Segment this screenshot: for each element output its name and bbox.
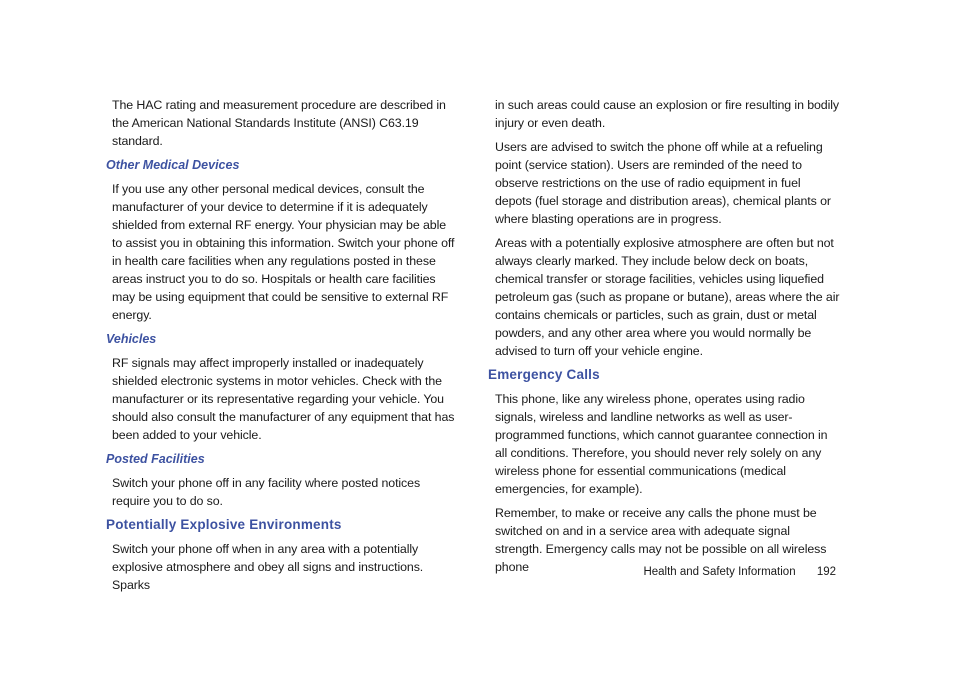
emergency-calls-paragraph: This phone, like any wireless phone, operates using radio signals, wireless and landline networks as well as user-programmed functions, which cannot guarantee connection in all conditions. Therefore, you should never rely solely on any wireless phone for essential communications (medical emergencies, for example). [495, 392, 828, 496]
other-medical-devices-heading: Other Medical Devices [106, 158, 240, 172]
emergency-calls-heading: Emergency Calls [488, 367, 600, 382]
explosive-environments-heading: Potentially Explosive Environments [106, 517, 342, 532]
page-footer [643, 564, 836, 580]
hac-paragraph: The HAC rating and measurement procedure are described in the American National Standards Institute (ANSI) C63.19 standard. [112, 98, 446, 148]
posted-facilities-heading: Posted Facilities [106, 452, 205, 466]
remember-paragraph: Remember, to make or receive any calls the phone must be switched on and in a service area with adequate signal strength. Emergency calls may not be possible on all wireless phone [495, 506, 827, 574]
vehicles-heading: Vehicles [106, 332, 157, 346]
right-column [488, 96, 840, 582]
explosive-environments-paragraph: Switch your phone off when in any area with a potentially explosive atmosphere and obey all signs and instructions. Sparks [112, 542, 424, 592]
refueling-paragraph: Users are advised to switch the phone off while at a refueling point (service station). Users are reminded of the need to observe restrictions on the use of radio equipment in fuel depots (fuel storage and distribution areas), chemical plants or where blasting operations are in progress. [495, 140, 831, 226]
explosive-areas-paragraph: Areas with a potentially explosive atmosphere are often but not always clearly marked. They include below deck on boats, chemical transfer or storage facilities, vehicles using liquefied petroleum gas (such as propane or butane), areas where the air contains chemicals or particles, such as grain, dust or metal powders, and any other area where you would normally be advised to turn off your vehicle engine. [495, 236, 840, 358]
explosive-continuation-paragraph: in such areas could cause an explosion or fire resulting in bodily injury or even death. [495, 98, 839, 130]
other-medical-devices-paragraph: If you use any other personal medical devices, consult the manufacturer of your device to determine if it is adequately shielded from external RF energy. Your physician may be able to assist you in obtaining this information. Switch your phone off in health care facilities when any regulations posted in these areas instruct you to do so. Hospitals or health care facilities may be using equipment that could be sensitive to external RF energy. [112, 182, 455, 322]
left-column [106, 96, 458, 600]
footer-section-title: Health and Safety Information [643, 566, 796, 578]
posted-facilities-paragraph: Switch your phone off in any facility where posted notices require you to do so. [112, 476, 421, 508]
page-number: 192 [816, 566, 836, 578]
vehicles-paragraph: RF signals may affect improperly installed or inadequately shielded electronic systems in motor vehicles. Check with the manufacturer or its representative regarding your vehicle. You should also consult the manufacturer of any equipment that has been added to your vehicle. [112, 356, 455, 442]
